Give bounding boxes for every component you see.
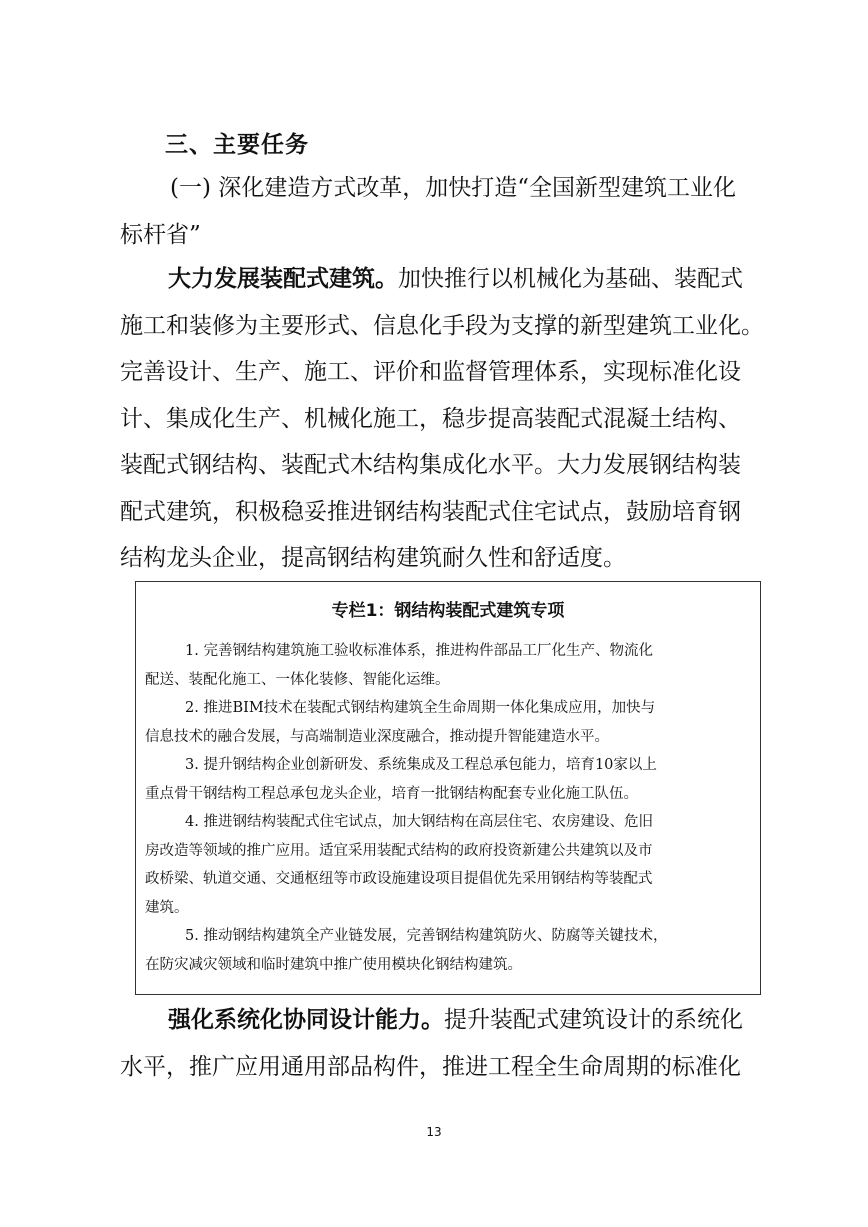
box-line: 在防灾减灾领域和临时建筑中推广使用模块化钢结构建筑。 — [145, 956, 522, 973]
paragraph-line: 施工和装修为主要形式、信息化手段为支撑的新型建筑工业化。 — [120, 312, 764, 339]
box-line: 信息技术的融合发展，与高端制造业深度融合，推动提升智能建造水平。 — [145, 728, 609, 745]
subsection-line-1: (一) 深化建造方式改革，加快打造“全国新型建筑工业化 — [170, 175, 737, 201]
paragraph-line: 装配式钢结构、装配式木结构集成化水平。大力发展钢结构装 — [120, 452, 741, 478]
paragraph-line: 完善设计、生产、施工、评价和监督管理体系，实现标准化设 — [120, 359, 741, 385]
subsection-line-2: 标杆省” — [120, 222, 201, 248]
page-number: 13 — [426, 1125, 442, 1139]
paragraph-lead: 大力发展装配式建筑。 — [168, 266, 398, 292]
paragraph-prefab-buildings — [120, 256, 764, 582]
paragraph-line — [120, 256, 760, 303]
box-line: 1. 完善钢结构建筑施工验收标准体系，推进构件部品工厂化生产、物流化 — [185, 643, 653, 659]
box-line: 5. 推动钢结构建筑全产业链发展，完善钢结构建筑防火、防腐等关键技术， — [185, 928, 668, 944]
paragraph-line: 水平，推广应用通用部品构件，推进工程全生命周期的标准化 — [120, 1053, 741, 1080]
paragraph-line — [120, 997, 760, 1044]
section-heading: 三、主要任务 — [165, 132, 309, 158]
paragraph-line: 计、集成化生产、机械化施工，稳步提高装配式混凝土结构、 — [120, 405, 741, 432]
column-box-title: 专栏1：钢结构装配式建筑专项 — [331, 601, 565, 621]
paragraph-line-rest: 加快推行以机械化为基础、装配式 — [398, 266, 743, 292]
column-box-items — [145, 637, 755, 979]
box-line: 建筑。 — [145, 899, 189, 916]
box-line: 配送、装配化施工、一体化装修、智能化运维。 — [145, 671, 450, 688]
box-line: 房改造等领域的推广应用。适宜采用装配式结构的政府投资新建公共建筑以及市 — [145, 842, 653, 859]
paragraph-lead: 强化系统化协同设计能力。 — [168, 1007, 444, 1033]
box-line: 4. 推进钢结构装配式住宅试点，加大钢结构在高层住宅、农房建设、危旧 — [185, 814, 653, 830]
box-line: 政桥梁、轨道交通、交通枢纽等市政设施建设项目提倡优先采用钢结构等装配式 — [145, 871, 653, 887]
subsection-heading — [120, 165, 754, 259]
paragraph-line: 结构龙头企业，提高钢结构建筑耐久性和舒适度。 — [120, 545, 626, 571]
box-line: 3. 提升钢结构企业创新研发、系统集成及工程总承包能力，培育10家以上 — [185, 757, 657, 773]
box-line: 重点骨干钢结构工程总承包龙头企业，培育一批钢结构配套专业化施工队伍。 — [145, 785, 638, 802]
box-line: 2. 推进BIM技术在装配式钢结构建筑全生命周期一体化集成应用，加快与 — [185, 700, 656, 716]
paragraph-line: 配式建筑，积极稳妥推进钢结构装配式住宅试点，鼓励培育钢 — [120, 498, 741, 525]
paragraph-collaborative-design — [120, 997, 760, 1090]
paragraph-line-rest: 提升装配式建筑设计的系统化 — [444, 1007, 743, 1033]
column-box — [135, 581, 761, 995]
